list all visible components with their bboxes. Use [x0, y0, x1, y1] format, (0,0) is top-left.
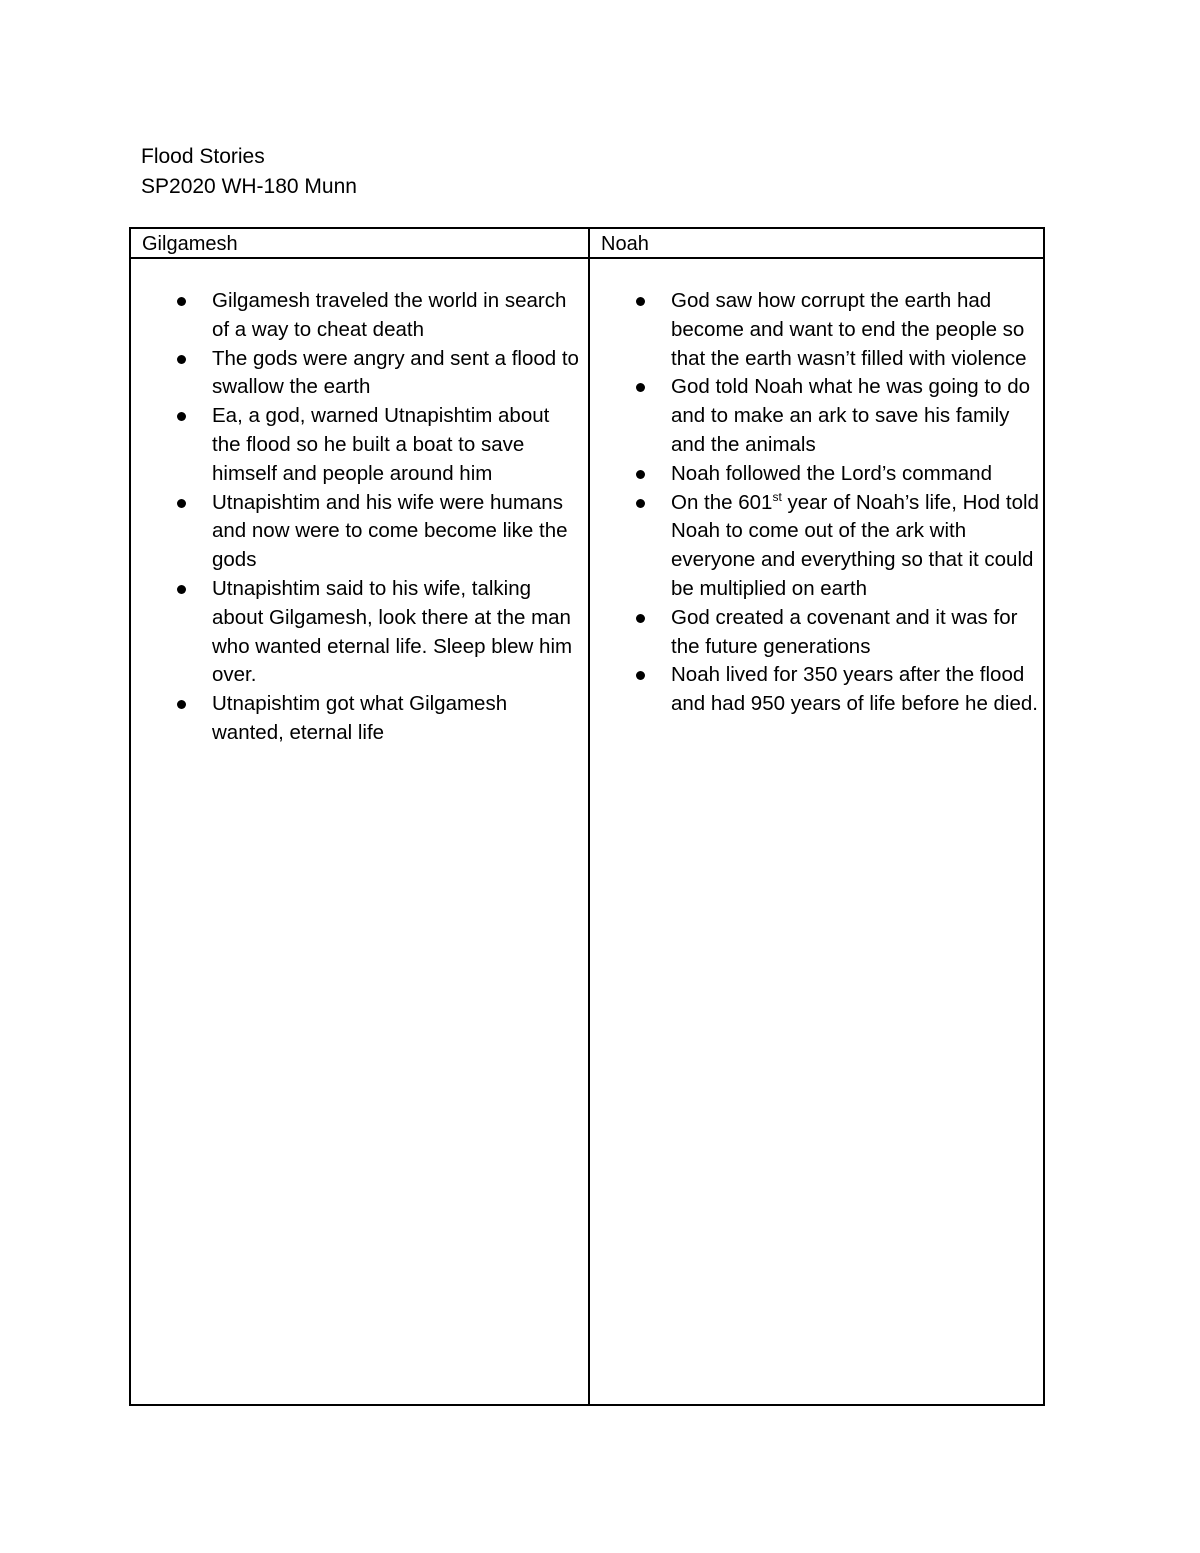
bullet-icon	[177, 412, 186, 421]
list-item-text: Gilgamesh traveled the world in search of a way to cheat death	[212, 289, 567, 341]
list-item-text: Noah followed the Lord’s command	[671, 461, 992, 485]
document-header	[141, 142, 357, 202]
list-item-text: Ea, a god, warned Utnapishtim about the flood so he built a boat to save himself and people around him	[212, 404, 550, 485]
list-item-text: year of Noah’s life, Hod told Noah to come out of the ark with everyone and everything so that it could be multiplied on earth	[671, 490, 1039, 600]
list-item	[671, 604, 1041, 662]
bullet-icon	[636, 383, 645, 392]
list-item-text: Noah lived for 350 years after the flood and had 950 years of life before he died.	[671, 663, 1038, 716]
list-item-text: God created a covenant and it was for the future generations	[671, 605, 1018, 658]
document-title: Flood Stories	[141, 145, 265, 168]
list-item	[671, 373, 1041, 459]
column-heading-gilgamesh: Gilgamesh	[142, 233, 238, 255]
list-item	[671, 661, 1041, 719]
list-item	[671, 460, 1041, 489]
list-item	[212, 575, 582, 690]
bullet-icon	[177, 585, 186, 594]
bullet-icon	[177, 700, 186, 709]
ordinal-suffix: st	[772, 489, 782, 504]
list-item-text: Utnapishtim said to his wife, talking about Gilgamesh, look there at the man who wanted eternal life. Sleep blew him over.	[212, 576, 573, 687]
list-item-text: The gods were angry and sent a flood to swallow the earth	[212, 346, 579, 399]
list-item	[212, 690, 582, 748]
list-item-text: God told Noah what he was going to do and to make an ark to save his family and the animals	[671, 375, 1030, 456]
list-item-text: God saw how corrupt the earth had become and want to end the people so that the earth wasn’t filled with violence	[671, 289, 1027, 370]
list-item	[212, 402, 582, 488]
list-item-text: Utnapishtim got what Gilgamesh wanted, eternal life	[212, 692, 508, 744]
column-divider	[588, 229, 590, 1404]
list-item	[212, 489, 582, 575]
bullet-icon	[177, 355, 186, 364]
bullet-icon	[177, 297, 186, 306]
list-item	[671, 287, 1041, 373]
list-item-text: On the 601	[671, 490, 773, 514]
list-item	[212, 287, 582, 345]
bullet-icon	[636, 614, 645, 623]
comparison-table	[129, 227, 1045, 1406]
document-subtitle: SP2020 WH-180 Munn	[141, 175, 357, 198]
bullet-icon	[177, 499, 186, 508]
list-item-text: Utnapishtim and his wife were humans and now were to come become like the gods	[212, 490, 568, 572]
bullet-icon	[636, 671, 645, 680]
list-item	[671, 489, 1041, 604]
gilgamesh-bullet-list	[212, 287, 582, 748]
list-item	[212, 345, 582, 403]
column-heading-noah: Noah	[601, 233, 649, 255]
noah-bullet-list	[671, 287, 1041, 719]
bullet-icon	[636, 499, 645, 508]
bullet-icon	[636, 470, 645, 479]
header-row-divider	[131, 257, 1043, 259]
bullet-icon	[636, 297, 645, 306]
